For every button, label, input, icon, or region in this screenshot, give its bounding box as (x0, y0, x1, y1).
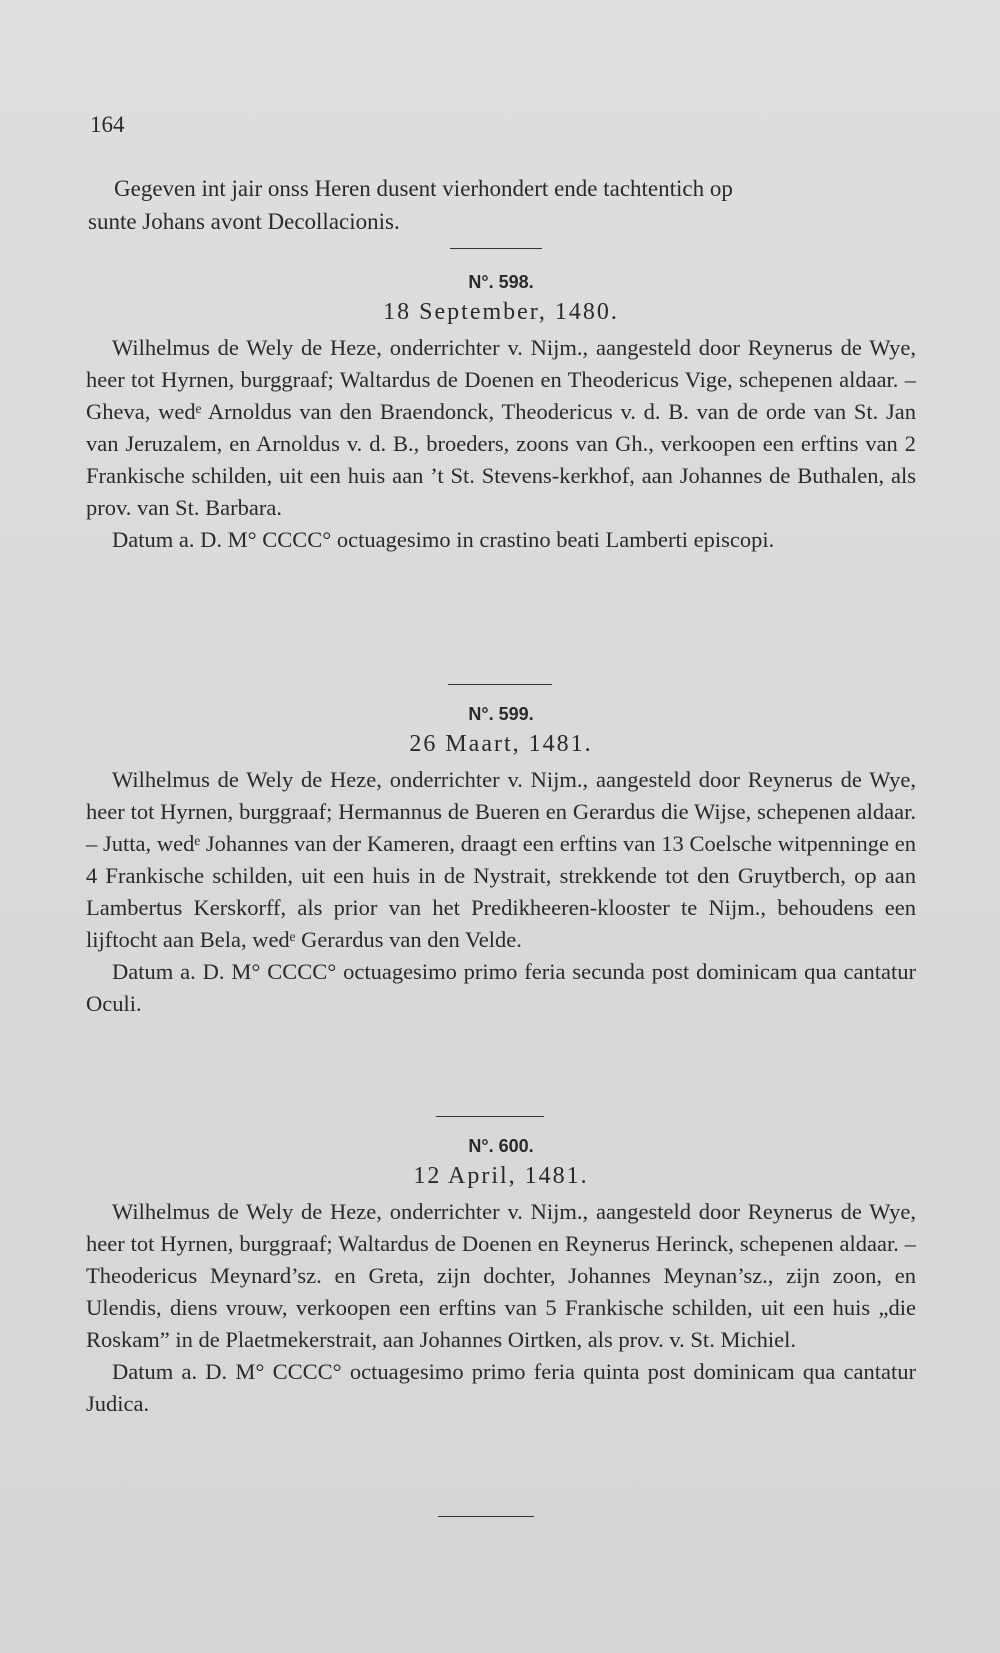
entry-date: 18 September, 1480. (383, 299, 619, 325)
intro-line-1: Gegeven int jair onss Heren dusent vierhondert ende tachtentich op (114, 176, 733, 201)
charter-entry-600 (86, 1136, 916, 1420)
intro-line-2: sunte Johans avont Decollacionis. (88, 209, 400, 234)
charter-entry-598 (86, 272, 916, 556)
entry-datum: Datum a. D. M° CCCC° octuagesimo primo feria secunda post dominicam qua cantatur Oculi. (86, 959, 916, 1016)
intro-closing-text (88, 172, 914, 238)
entry-number: N°. 599. (468, 704, 534, 724)
entry-datum: Datum a. D. M° CCCC° octuagesimo primo feria quinta post dominicam qua cantatur Judica. (86, 1359, 916, 1416)
separator-rule (438, 1516, 534, 1517)
page-number: 164 (90, 112, 125, 137)
charter-entry-599 (86, 704, 916, 1020)
entry-date: 12 April, 1481. (413, 1163, 589, 1189)
entry-datum: Datum a. D. M° CCCC° octuagesimo in crastino beati Lamberti episcopi. (112, 527, 775, 552)
entry-body: Wilhelmus de Wely de Heze, onderrichter v. Nijm., aangesteld door Reynerus de Wye, heer tot Hyrnen, burggraaf; Waltardus de Doenen en Reynerus Herinck, schepenen aldaar. – Theodericus Meynard’sz. en Greta, zijn dochter, Johannes Meynan’sz., zijn zoon, en Ulendis, diens vrouw, verkoopen een erftins van 5 Frankische schilden, uit een huis „die Roskam” in de Plaetmekerstrait, aan Johannes Oirtken, als prov. v. St. Michiel. (86, 1199, 916, 1352)
separator-rule (448, 684, 552, 685)
entry-number: N°. 598. (468, 272, 534, 292)
entry-body: Wilhelmus de Wely de Heze, onderrichter v. Nijm., aangesteld door Reynerus de Wye, heer tot Hyrnen, burggraaf; Hermannus de Bueren en Gerardus die Wijse, schepenen aldaar. – Jutta, wedᵉ Johannes van der Kameren, draagt een erftins van 13 Coelsche witpenninge en 4 Frankische schilden, uit een huis in de Nystrait, strekkende tot den Gruytberch, op aan Lambertus Kerskorff, als prior van het Predikheeren-klooster te Nijm., behoudens een lijftocht aan Bela, wedᵉ Gerardus van den Velde. (86, 767, 916, 952)
entry-number: N°. 600. (468, 1136, 534, 1156)
separator-rule (450, 248, 542, 249)
entry-body: Wilhelmus de Wely de Heze, onderrichter v. Nijm., aangesteld door Reynerus de Wye, heer tot Hyrnen, burggraaf; Waltardus de Doenen en Theodericus Vige, schepenen aldaar. – Gheva, wedᵉ Arnoldus van den Braendonck, Theodericus v. d. B. van de orde van St. Jan van Jeruzalem, en Arnoldus v. d. B., broeders, zoons van Gh., verkoopen een erftins van 2 Frankische schilden, uit een huis aan ’t St. Stevens-kerkhof, aan Johannes de Buthalen, als prov. van St. Barbara. (86, 335, 916, 520)
entry-date: 26 Maart, 1481. (409, 731, 593, 757)
separator-rule (436, 1116, 544, 1117)
